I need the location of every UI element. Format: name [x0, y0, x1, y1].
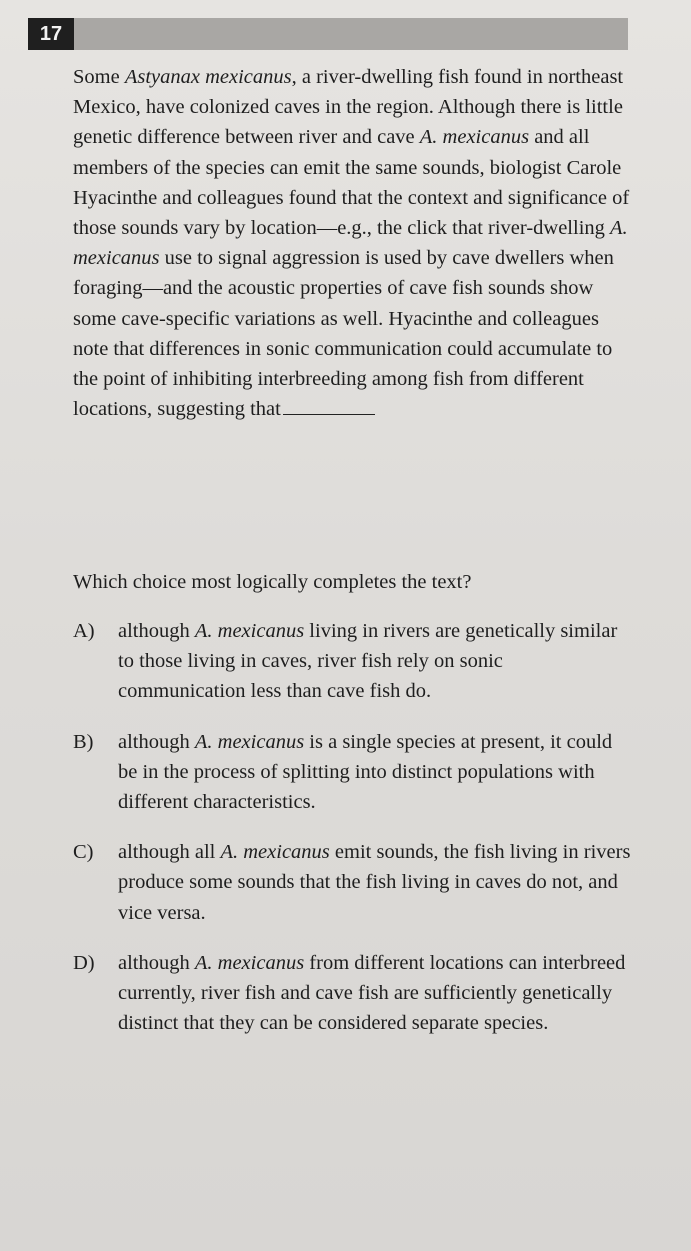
choice-text-post: from different locations can interbreed currently, river fish and cave fish are sufficiently genetically distinct that they can be considered separate species. [118, 951, 626, 1035]
choice-d[interactable] [73, 948, 633, 1039]
species-name: A. mexicanus [419, 126, 530, 149]
choice-text-post: is a single species at present, it could be in the process of splitting into distinct populations with different characteristics. [118, 730, 613, 814]
passage-segment-3: and all members of the species can emit the same sounds, biologist Carole Hyacinthe and colleagues found that the context and significance of those sounds vary by location—e.g., the click that river-dwelling [73, 126, 630, 240]
choice-text-pre: although [118, 620, 195, 642]
passage-segment-2: , a river-dwelling fish found in northeast Mexico, have colonized caves in the region. Although there is little genetic difference between river and cave [73, 66, 624, 149]
choice-text-pre: although [118, 951, 195, 974]
answer-choices [73, 616, 633, 1058]
species-name: Astyanax mexicanus [124, 66, 292, 88]
species-name: A. mexicanus [73, 217, 628, 270]
choice-letter: C) [73, 841, 94, 864]
choice-letter: B) [73, 730, 94, 753]
species-name: A. mexicanus [194, 620, 305, 642]
passage-segment-4: use to signal aggression is used by cave dwellers when foraging—and the acoustic properties of cave fish sounds show some cave-specific variations as well. Hyacinthe and colleagues note that differences in sonic communication could accumulate to the point of inhibiting interbreeding among fish from different locations, suggesting that [73, 247, 614, 421]
choice-text [118, 727, 633, 818]
choice-b[interactable] [73, 727, 633, 818]
species-name: A. mexicanus [194, 730, 305, 753]
choice-text [118, 948, 633, 1039]
choice-text [118, 616, 633, 707]
choice-text-pre: although all [118, 841, 221, 864]
question-prompt: Which choice most logically completes the text? [73, 571, 472, 593]
question-header-bar [28, 18, 628, 50]
choice-c[interactable] [73, 837, 633, 928]
choice-text-post: living in rivers are genetically similar to those living in caves, river fish rely on sonic communication less than cave fish do. [118, 620, 618, 703]
question-number: 17 [28, 18, 74, 50]
choice-a[interactable] [73, 616, 633, 707]
passage-text [73, 62, 633, 424]
passage-segment-1: Some [73, 66, 125, 88]
choice-text-pre: although [118, 730, 195, 753]
choice-text [118, 837, 633, 928]
species-name: A. mexicanus [220, 841, 330, 864]
choice-text-post: emit sounds, the fish living in rivers produce some sounds that the fish living in caves do not, and vice versa. [118, 841, 631, 924]
answer-blank [283, 396, 375, 415]
passage [73, 62, 633, 424]
choice-letter: D) [73, 951, 95, 974]
species-name: A. mexicanus [194, 951, 305, 974]
choice-letter: A) [73, 620, 95, 642]
